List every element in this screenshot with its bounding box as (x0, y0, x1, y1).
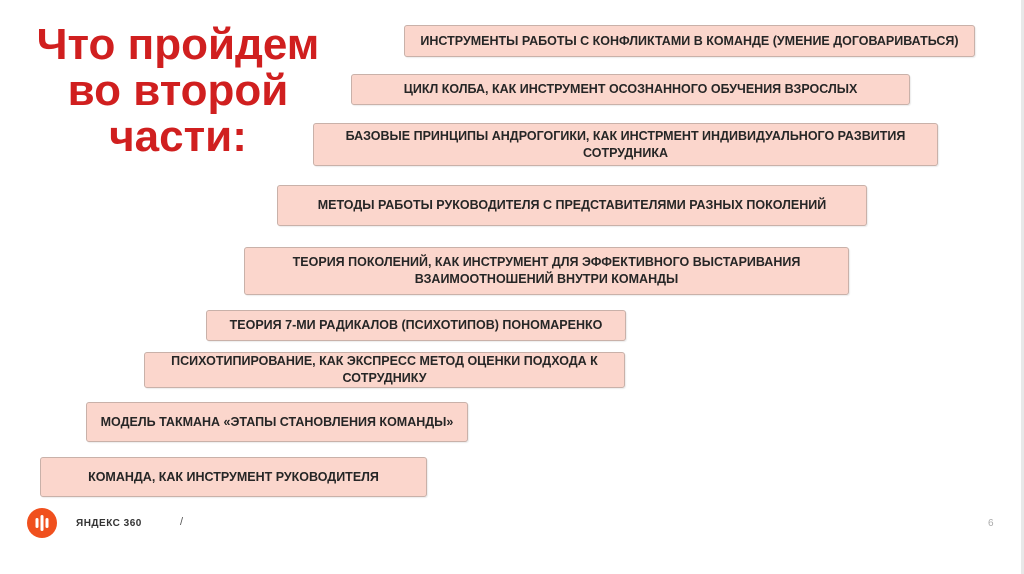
step-3 (313, 123, 938, 166)
step-2 (351, 74, 910, 105)
title-line-3: части: (109, 112, 247, 161)
step-7 (144, 352, 625, 388)
yandex-360-logo-icon (27, 508, 57, 538)
step-2-label: ЦИКЛ КОЛБА, КАК ИНСТРУМЕНТ ОСОЗНАННОГО ОБУЧЕНИЯ ВЗРОСЛЫХ (403, 82, 858, 96)
step-5-label: ТЕОРИЯ ПОКОЛЕНИЙ, КАК ИНСТРУМЕНТ ДЛЯ ЭФФЕКТИВНОГО ВЫСТАРИВАНИЯ ВЗАИМООТНОШЕНИЙ ВНУТРИ КОМАНДЫ (292, 255, 801, 286)
title-line-1: Что пройдем (36, 20, 320, 69)
step-3-label: БАЗОВЫЕ ПРИНЦИПЫ АНДРОГОГИКИ, КАК ИНСТРМЕНТ ИНДИВИДУАЛЬНОГО РАЗВИТИЯ СОТРУДНИКА (345, 128, 906, 160)
step-8-label: МОДЕЛЬ ТАКМАНА «ЭТАПЫ СТАНОВЛЕНИЯ КОМАНДЫ» (100, 414, 454, 429)
step-7-label: ПСИХОТИПИРОВАНИЕ, КАК ЭКСПРЕСС МЕТОД ОЦЕНКИ ПОДХОДА К СОТРУДНИКУ (171, 354, 598, 385)
step-4 (277, 185, 867, 226)
step-5 (244, 247, 849, 295)
step-8 (86, 402, 468, 442)
footer-separator: / (180, 516, 184, 528)
step-9 (40, 457, 427, 497)
step-1 (404, 25, 975, 57)
footer-brand: ЯНДЕКС 360 (76, 518, 142, 529)
step-9-label: КОМАНДА, КАК ИНСТРУМЕНТ РУКОВОДИТЕЛЯ (88, 469, 379, 484)
step-6 (206, 310, 626, 341)
step-6-label: ТЕОРИЯ 7-МИ РАДИКАЛОВ (ПСИХОТИПОВ) ПОНОМАРЕНКО (229, 318, 603, 332)
title-line-2: во второй (67, 66, 289, 115)
step-1-label: ИНСТРУМЕНТЫ РАБОТЫ С КОНФЛИКТАМИ В КОМАНДЕ (УМЕНИЕ ДОГОВАРИВАТЬСЯ) (420, 33, 959, 48)
slide-title (18, 22, 338, 160)
step-4-label: МЕТОДЫ РАБОТЫ РУКОВОДИТЕЛЯ С ПРЕДСТАВИТЕЛЯМИ РАЗНЫХ ПОКОЛЕНИЙ (317, 198, 827, 212)
page-number: 6 (988, 518, 994, 529)
